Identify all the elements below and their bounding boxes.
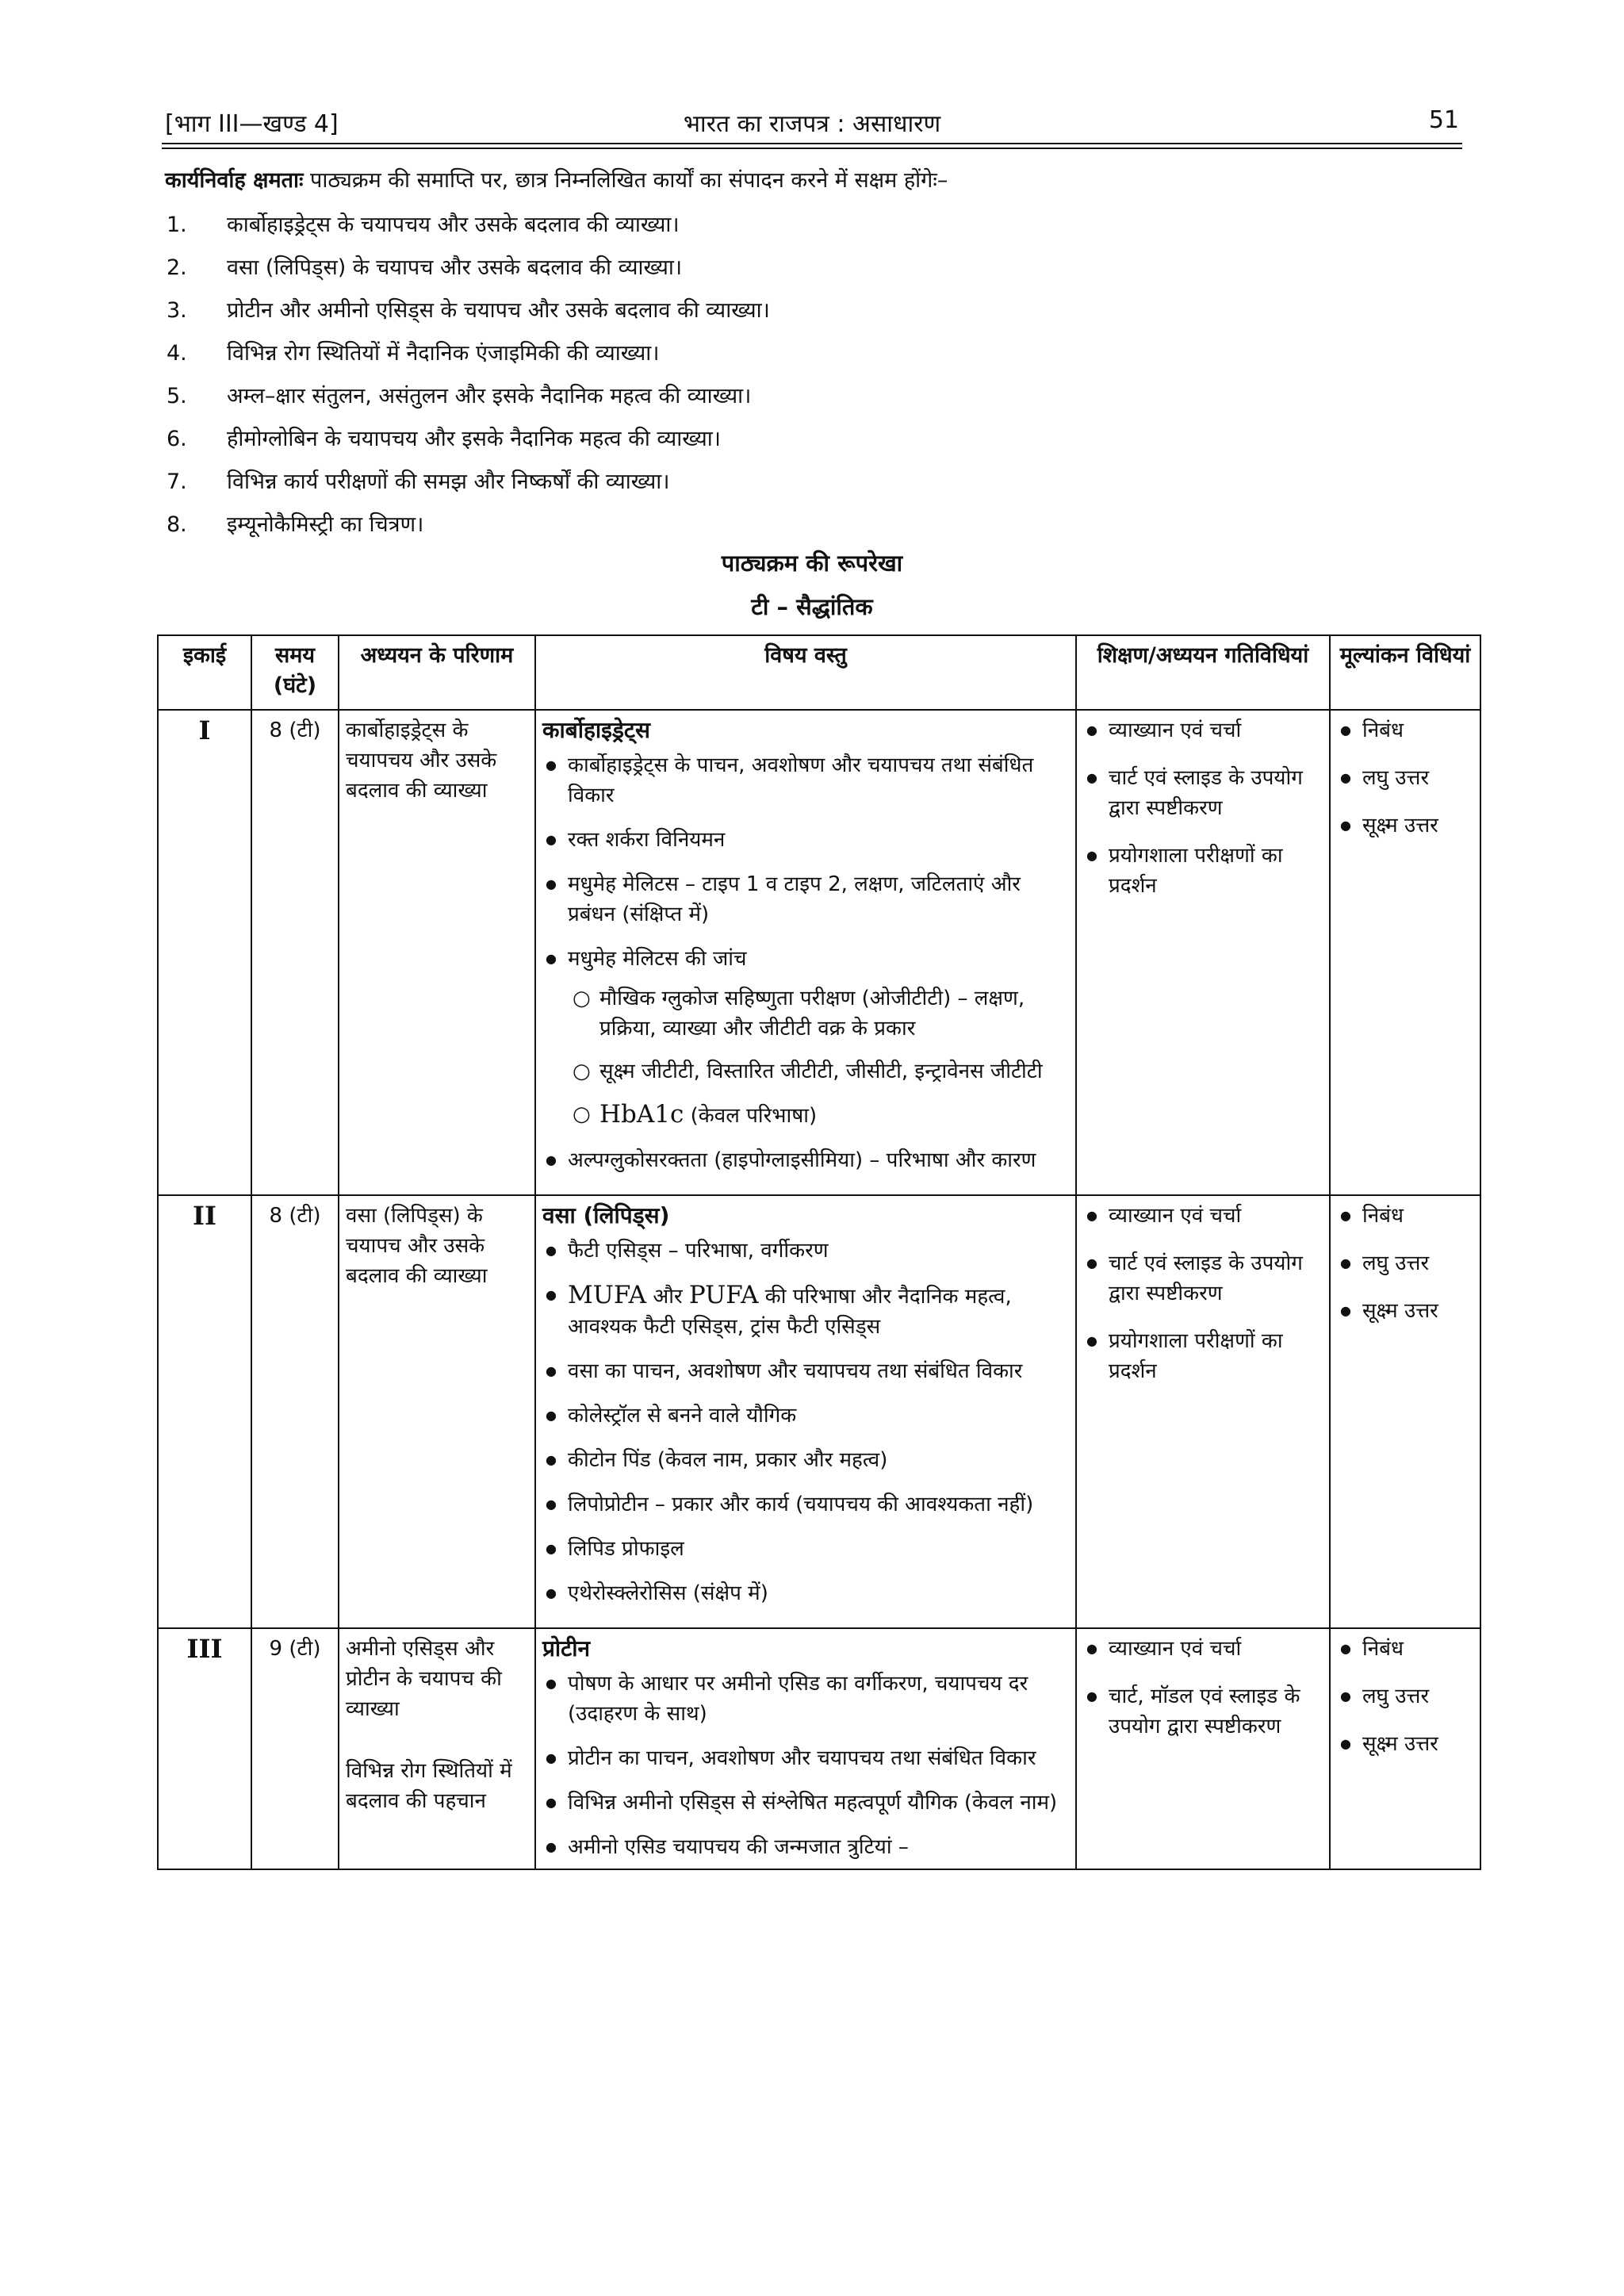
list-item: ● प्रयोगशाला परीक्षणों का प्रदर्शन: [1083, 841, 1323, 901]
list-item: ● लिपिड प्रोफाइल: [542, 1534, 1069, 1564]
list-text: कार्बोहाइड्रेट्स के चयापचय और उसके बदलाव की व्याख्या।: [227, 213, 680, 237]
list-item: [542, 944, 1069, 1131]
course-outline-heading: पाठ्यक्रम की रूपरेखा: [721, 550, 903, 577]
list-item: ● चार्ट, मॉडल एवं स्लाइड के उपयोग द्वारा स्पष्टीकरण: [1083, 1681, 1323, 1742]
header-unit: इकाई: [158, 635, 251, 710]
pufa-term: PUFA: [688, 1281, 759, 1309]
list-item: ● अल्पग्लुकोसरक्तता (हाइपोग्लाइसीमिया) – परिभाषा और कारण: [542, 1145, 1069, 1175]
content-cell: [535, 1628, 1076, 1869]
list-text: वसा (लिपिड्स) के चयापच और उसके बदलाव की व्याख्या।: [227, 255, 683, 280]
list-number: 3.: [167, 298, 187, 323]
list-item: ● एथेरोस्क्लेरोसिस (संक्षेप में): [542, 1578, 1069, 1608]
list-item: ● अमीनो एसिड चयापचय की जन्मजात त्रुटियां –: [542, 1832, 1069, 1862]
list-item: [165, 379, 1457, 422]
learning-outcome: अमीनो एसिड्स और प्रोटीन के चयापच की व्याख्या: [346, 1637, 502, 1721]
evaluation-list: [1337, 1634, 1473, 1759]
sub-list-item: ○ मौखिक ग्लुकोज सहिष्णुता परीक्षण (ओजीटीटी) – लक्षण, प्रक्रिया, व्याख्या और जीटीटी वक्र के प्रकार: [568, 983, 1069, 1044]
list-item: ● व्याख्यान एवं चर्चा: [1083, 715, 1323, 746]
header-evaluation-methods: मूल्यांकन विधियां: [1330, 635, 1480, 710]
list-number: 8.: [167, 512, 187, 537]
list-item: [542, 1280, 1069, 1342]
activities-cell: [1076, 710, 1330, 1195]
header-part-label: [भाग III—खण्ड 4]: [165, 110, 339, 138]
list-item: [165, 293, 1457, 336]
list-item: ● व्याख्यान एवं चर्चा: [1083, 1201, 1323, 1231]
list-text: इम्यूनोकैमिस्ट्री का चित्रण।: [227, 512, 424, 537]
topic-title: प्रोटीन: [542, 1635, 591, 1662]
list-item: ● सूक्ष्म उत्तर: [1337, 1729, 1473, 1759]
list-text: अम्ल–क्षार संतुलन, असंतुलन और इसके नैदानिक महत्व की व्याख्या।: [227, 384, 752, 408]
list-number: 4.: [167, 341, 187, 366]
activities-cell: [1076, 1628, 1330, 1869]
list-item: ● व्याख्यान एवं चर्चा: [1083, 1634, 1323, 1664]
topic-title: कार्बोहाइड्रेट्स: [542, 717, 650, 743]
list-item: ● लघु उत्तर: [1337, 1681, 1473, 1711]
list-number: 6.: [167, 427, 187, 451]
list-item: [165, 422, 1457, 465]
list-item: [165, 336, 1457, 379]
evaluation-cell: [1330, 1195, 1480, 1628]
table-row: [158, 1628, 1480, 1869]
mufa-term: MUFA: [568, 1281, 647, 1309]
list-item: ● निबंध: [1337, 1201, 1473, 1231]
list-item: ● विभिन्न अमीनो एसिड्स से संश्लेषित महत्वपूर्ण यौगिक (केवल नाम): [542, 1788, 1069, 1818]
hba1c-term: HbA1c: [599, 1100, 684, 1129]
unit-hours: 8 (टी): [251, 710, 339, 1195]
list-item: ● मधुमेह मेलिटस – टाइप 1 व टाइप 2, लक्षण, जटिलताएं और प्रबंधन (संक्षिप्त में): [542, 869, 1069, 930]
conjunction-text: और: [646, 1285, 689, 1309]
list-item: ● सूक्ष्म उत्तर: [1337, 811, 1473, 841]
unit-hours: 8 (टी): [251, 1195, 339, 1628]
competency-intro: [165, 165, 1457, 197]
list-item: ● फैटी एसिड्स – परिभाषा, वर्गीकरण: [542, 1236, 1069, 1266]
list-item: ● निबंध: [1337, 715, 1473, 746]
list-number: 5.: [167, 384, 187, 408]
list-number: 2.: [167, 255, 187, 280]
content-list: [542, 1236, 1069, 1608]
table-row: [158, 710, 1480, 1195]
header-learning-outcome: अध्ययन के परिणाम: [339, 635, 535, 710]
list-item: [165, 251, 1457, 293]
content-cell: [535, 1195, 1076, 1628]
list-item: ● चार्ट एवं स्लाइड के उपयोग द्वारा स्पष्टीकरण: [1083, 1248, 1323, 1309]
list-item: [165, 508, 1457, 550]
list-item: ● कोलेस्ट्रॉल से बनने वाले यौगिक: [542, 1401, 1069, 1431]
mufa-pufa-description: की परिभाषा और नैदानिक महत्व, आवश्यक फैटी एसिड्स, ट्रांस फैटी एसिड्स: [568, 1285, 1012, 1339]
syllabus-table: [157, 634, 1481, 1870]
sub-list: [568, 983, 1069, 1131]
list-item: ● पोषण के आधार पर अमीनो एसिड का वर्गीकरण, चयापचय दर (उदाहरण के साथ): [542, 1669, 1069, 1729]
list-number: 7.: [167, 470, 187, 494]
outcome-spacer: [346, 1724, 528, 1756]
list-item: ● लिपोप्रोटीन – प्रकार और कार्य (चयापचय की आवश्यकता नहीं): [542, 1489, 1069, 1520]
evaluation-list: [1337, 715, 1473, 841]
sub-list-item: ○ सूक्ष्म जीटीटी, विस्तारित जीटीटी, जीसीटी, इन्ट्रावेनस जीटीटी: [568, 1056, 1069, 1087]
list-text: विभिन्न कार्य परीक्षणों की समझ और निष्कर्षों की व्याख्या।: [227, 470, 670, 494]
list-item: ● कार्बोहाइड्रेट्स के पाचन, अवशोषण और चयापचय तथा संबंधित विकार: [542, 750, 1069, 811]
content-cell: [535, 710, 1076, 1195]
list-item: ● प्रोटीन का पाचन, अवशोषण और चयापचय तथा संबंधित विकार: [542, 1743, 1069, 1773]
competency-intro-text: पाठ्यक्रम की समाप्ति पर, छात्र निम्नलिखित कार्यों का संपादन करने में सक्षम होंगेः–: [303, 168, 948, 193]
unit-number: I: [158, 710, 251, 1195]
learning-outcome: वसा (लिपिड्स) के चयापच और उसके बदलाव की व्याख्या: [339, 1195, 535, 1628]
competency-list: [165, 208, 1457, 550]
list-item: ● लघु उत्तर: [1337, 1248, 1473, 1278]
list-item: ● निबंध: [1337, 1634, 1473, 1664]
evaluation-cell: [1330, 1628, 1480, 1869]
list-item: ● रक्त शर्करा विनियमन: [542, 825, 1069, 855]
list-text: विभिन्न रोग स्थितियों में नैदानिक एंजाइमिकी की व्याख्या।: [227, 341, 660, 366]
list-number: 1.: [167, 213, 187, 237]
list-item: ● लघु उत्तर: [1337, 763, 1473, 793]
header-teaching-activities: शिक्षण/अध्ययन गतिविधियां: [1076, 635, 1330, 710]
list-item: ● वसा का पाचन, अवशोषण और चयापचय तथा संबंधित विकार: [542, 1356, 1069, 1386]
unit-number: II: [158, 1195, 251, 1628]
learning-outcome: कार्बोहाइड्रेट्स के चयापचय और उसके बदलाव की व्याख्या: [339, 710, 535, 1195]
table-header-row: [158, 635, 1480, 710]
list-item: [165, 208, 1457, 251]
running-header: [165, 102, 1459, 141]
list-text: प्रोटीन और अमीनो एसिड्स के चयापच और उसके बदलाव की व्याख्या।: [227, 298, 770, 323]
list-item: ● कीटोन पिंड (केवल नाम, प्रकार और महत्व): [542, 1445, 1069, 1475]
hba1c-definition: (केवल परिभाषा): [684, 1104, 818, 1128]
learning-outcome: विभिन्न रोग स्थितियों में बदलाव की पहचान: [346, 1759, 512, 1813]
evaluation-cell: [1330, 710, 1480, 1195]
theory-heading: टी – सैद्धांतिक: [751, 593, 873, 620]
activities-list: [1083, 1201, 1323, 1386]
header-publication-title: भारत का राजपत्र : असाधारण: [683, 110, 941, 138]
activities-list: [1083, 1634, 1323, 1742]
list-item: ● चार्ट एवं स्लाइड के उपयोग द्वारा स्पष्टीकरण: [1083, 763, 1323, 823]
header-time: समय (घंटे): [251, 635, 339, 710]
content-list: [542, 750, 1069, 1175]
activities-cell: [1076, 1195, 1330, 1628]
list-item: ● प्रयोगशाला परीक्षणों का प्रदर्शन: [1083, 1326, 1323, 1386]
unit-hours: 9 (टी): [251, 1628, 339, 1869]
evaluation-list: [1337, 1201, 1473, 1326]
unit-number: III: [158, 1628, 251, 1869]
list-item: [165, 465, 1457, 508]
header-rule-bottom: [162, 148, 1462, 149]
list-text: हीमोग्लोबिन के चयापचय और इसके नैदानिक महत्व की व्याख्या।: [227, 427, 721, 451]
activities-list: [1083, 715, 1323, 901]
list-item-text: मधुमेह मेलिटस की जांच: [568, 947, 747, 971]
content-list: [542, 1669, 1069, 1862]
table-row: [158, 1195, 1480, 1628]
page-number: 51: [1428, 106, 1459, 134]
list-item: ● सूक्ष्म उत्तर: [1337, 1296, 1473, 1326]
header-rule-top: [162, 143, 1462, 144]
topic-title: वसा (लिपिड्स): [542, 1202, 670, 1228]
header-content: विषय वस्तु: [535, 635, 1076, 710]
sub-list-item: [568, 1099, 1069, 1131]
learning-outcome-cell: [339, 1628, 535, 1869]
competency-label: कार्यनिर्वाह क्षमताः: [165, 168, 304, 193]
